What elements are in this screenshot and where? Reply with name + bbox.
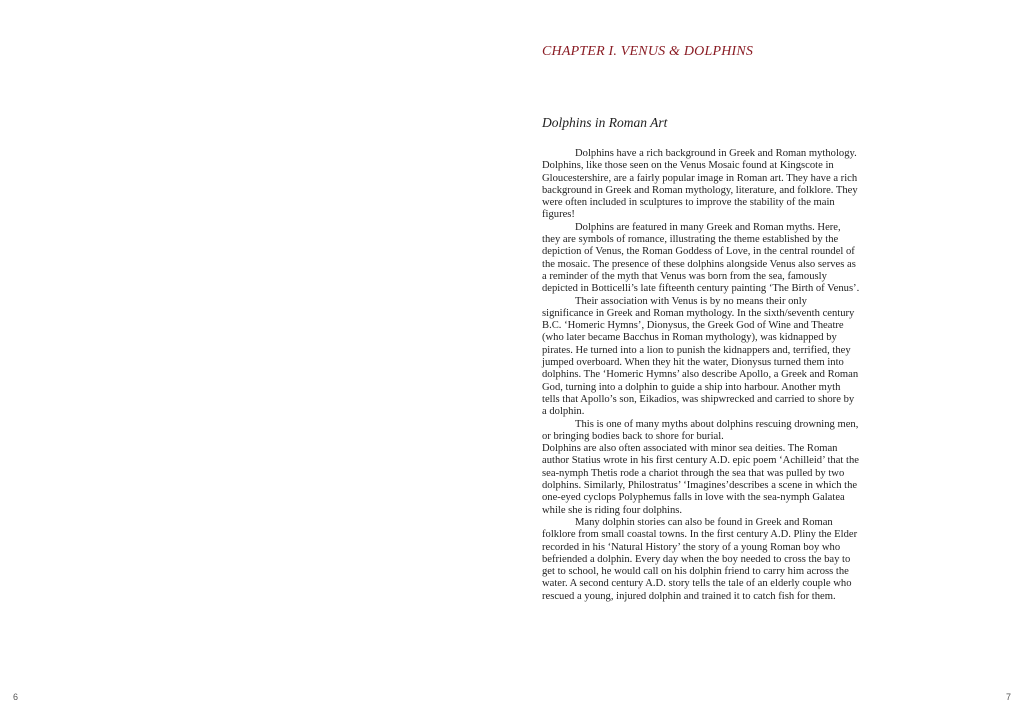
paragraph: Dolphins have a rich background in Greek and Roman mythology. [575, 148, 857, 159]
right-page [512, 0, 1024, 724]
paragraph: Dolphins are also often associated with minor sea deities. The Roman author Statius wrote in his first century A.D. epic poem ‘Achilleid’ that the sea-nymph Thetis rode a chariot through the sea that was pulled by two dolphins. Similarly, Philostratus’ ‘Imagines’describes a scene in which the one-eyed cyclops Polyphemus falls in love with the sea-nymph Galatea while she is riding four dolphins. [542, 443, 859, 516]
paragraph: Their association with Venus is by no means their only significance in Greek and Roman mythology. In the sixth/seventh century B.C. ‘Homeric Hymns’, Dionysus, the Greek God of Wine and Theatre (who later became Bacchus in Roman mythology), was kidnapped by pirates. He turned into a lion to punish the kidnappers and, terrified, they jumped overboard. When they hit the water, Dionysus turned them into dolphins. The ‘Homeric Hymns’ also describe Apollo, a Greek and Roman God, turning into a dolphin to guide a ship into harbour. Another myth tells that Apollo’s son, Eikadios, was shipwrecked and carried to shore by a dolphin. [542, 295, 859, 418]
page-number-right: 7 [1005, 692, 1011, 702]
section-heading: Dolphins in Roman Art [542, 115, 668, 130]
chapter-title: CHAPTER I. VENUS & DOLPHINS [542, 44, 754, 59]
paragraph: Dolphins, like those seen on the Venus Mosaic found at Kingscote in Gloucestershire, are a fairly popular image in Roman art. They have a rich background in Greek and Roman mythology, literature, and folklore. They were often included in sculptures to improve the stability of the main figures! [542, 160, 858, 221]
page-number-left: 6 [13, 692, 19, 702]
paragraph: Dolphins are featured in many Greek and Roman myths. Here, they are symbols of romance, illustrating the theme established by the depiction of Venus, the Roman Goddess of Love, in the central roundel of the mosaic. The presence of these dolphins alongside Venus also serves as a reminder of the myth that Venus was born from the sea, famously depicted in Botticelli’s late fifteenth century painting ‘The Birth of Venus’. [542, 221, 860, 295]
paragraph: Many dolphin stories can also be found in Greek and Roman folklore from small coastal towns. In the first century A.D. Pliny the Elder recorded in his ‘Natural History’ the story of a young Roman boy who befriended a dolphin. Every day when the boy needed to cross the bay to get to school, he would call on his dolphin friend to carry him across the water. A second century A.D. story tells the tale of an elderly couple who rescued a young, injured dolphin and trained it to catch fish for them. [542, 516, 858, 602]
body-text [542, 148, 860, 603]
paragraph: This is one of many myths about dolphins rescuing drowning men, or bringing bodies back to shore for burial. [542, 418, 859, 442]
